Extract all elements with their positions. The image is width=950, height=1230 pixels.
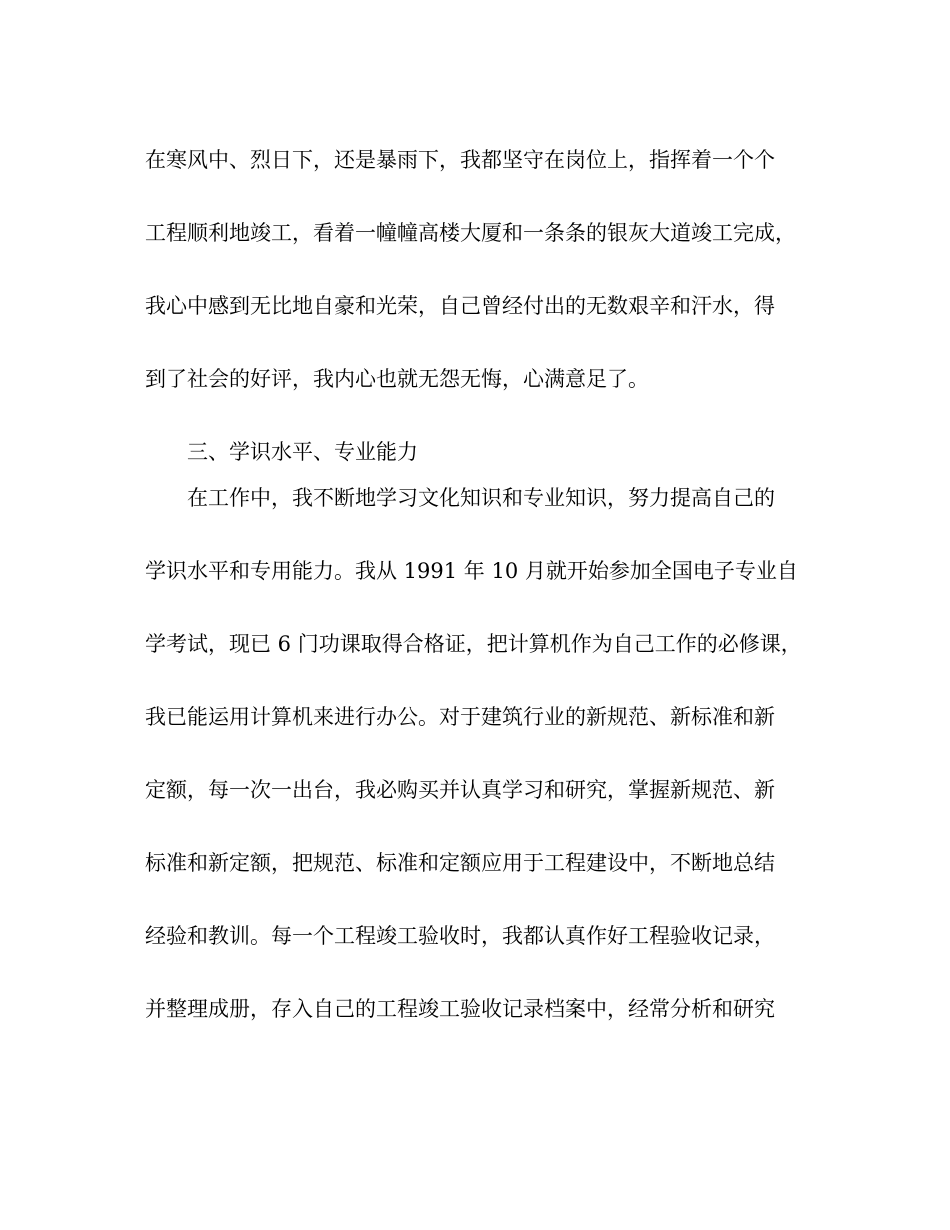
- body-text-line: 经验和教训。每一个工程竣工验收时，我都认真作好工程验收记录，: [145, 924, 775, 948]
- body-text-line: 到了社会的好评，我内心也就无怨无悔，心满意足了。: [145, 367, 649, 391]
- body-text-line: 定额，每一次一出台，我必购买并认真学习和研究，掌握新规范、新: [145, 778, 775, 802]
- body-text-line: 学识水平和专用能力。我从 1991 年 10 月就开始参加全国电子专业自: [145, 559, 798, 583]
- body-text-line: 学考试，现已 6 门功课取得合格证，把计算机作为自己工作的必修课，: [145, 632, 802, 656]
- body-text-line: 并整理成册，存入自己的工程竣工验收记录档案中，经常分析和研究: [145, 997, 775, 1021]
- body-text-line: 工程顺利地竣工，看着一幢幢高楼大厦和一条条的银灰大道竣工完成，: [145, 221, 796, 245]
- section-heading: 三、学识水平、专业能力: [187, 440, 418, 464]
- body-text-line: 我心中感到无比地自豪和光荣，自己曾经付出的无数艰辛和汗水，得: [145, 294, 775, 318]
- paragraph-first-line: 在工作中，我不断地学习文化知识和专业知识，努力提高自己的: [187, 486, 775, 510]
- body-text-line: 我已能运用计算机来进行办公。对于建筑行业的新规范、新标准和新: [145, 705, 775, 729]
- body-text-line: 标准和新定额，把规范、标准和定额应用于工程建设中，不断地总结: [145, 851, 775, 875]
- body-text-line: 在寒风中、烈日下，还是暴雨下，我都坚守在岗位上，指挥着一个个: [145, 148, 775, 172]
